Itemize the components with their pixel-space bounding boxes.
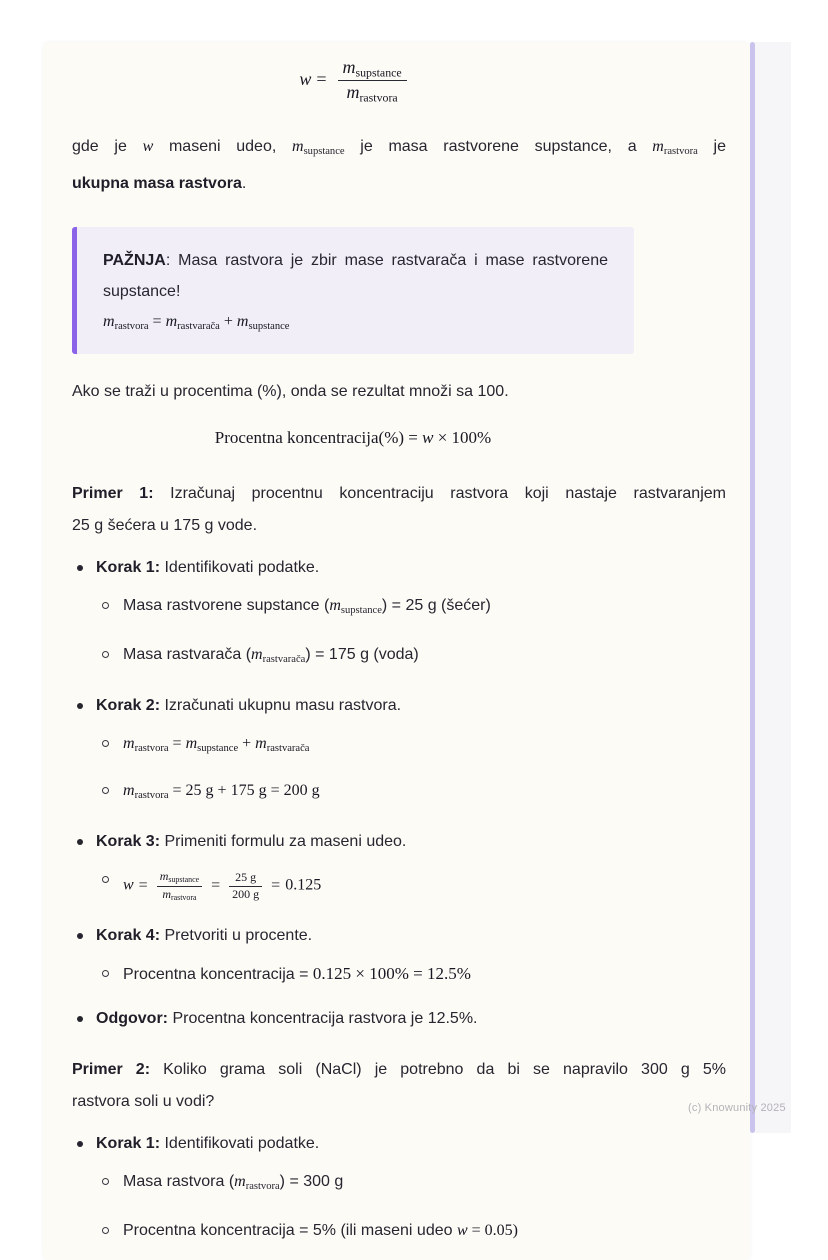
list-subitem xyxy=(72,1220,726,1242)
math-subscript: supstance xyxy=(168,875,200,885)
text-run: ) = 300 g xyxy=(279,1173,344,1191)
math-var: m xyxy=(185,735,198,753)
text-run: . xyxy=(241,175,247,193)
step-text: Identifikovati podatke. xyxy=(160,1135,320,1153)
primer2-paragraph xyxy=(72,1054,726,1118)
math-var: m xyxy=(123,735,135,753)
text-run: gde je xyxy=(72,138,143,156)
math-text: × 100% xyxy=(433,428,492,448)
list-item-korak1 xyxy=(72,1133,726,1155)
bold-text: ukupna masa rastvora xyxy=(72,175,242,193)
list-item-korak1 xyxy=(72,557,726,579)
text-run: Masa rastvorene supstance ( xyxy=(123,597,330,615)
math-var: w xyxy=(422,428,434,448)
math-var: w xyxy=(142,138,154,156)
list-subitem xyxy=(72,963,726,986)
math-text: = 25 g + 175 g = 200 g xyxy=(168,782,320,800)
step-label: Korak 4: xyxy=(96,927,161,945)
intro-paragraph xyxy=(72,131,726,200)
fraction-numerator xyxy=(157,869,202,886)
math-subscript: rastvarača xyxy=(177,321,220,333)
math-var: m xyxy=(342,57,356,77)
list-subitem-math xyxy=(72,733,726,760)
primer1-label: Primer 1: xyxy=(72,485,154,503)
math-subscript: supstance xyxy=(340,605,382,617)
step-label: Korak 1: xyxy=(96,1135,161,1153)
math-text: 0.125 × 100% = 12.5% xyxy=(312,964,471,984)
math-subscript: rastvora xyxy=(114,321,149,333)
step-label: Korak 2: xyxy=(96,697,161,715)
math-var: m xyxy=(103,313,115,331)
list-item-korak4 xyxy=(72,925,726,947)
list-subitem-math xyxy=(72,869,726,903)
text-run: rastvora soli u vodi? xyxy=(72,1093,215,1111)
step-label: Korak 1: xyxy=(96,559,161,577)
math-subscript: supstance xyxy=(355,65,402,80)
watermark: (c) Knowunity 2025 xyxy=(688,1102,786,1114)
fraction xyxy=(338,56,407,105)
text-run: Masa rastvarača ( xyxy=(123,646,252,664)
step-text: Izračunati ukupnu masu rastvora. xyxy=(160,697,402,715)
text-run: Masa rastvora je zbir mase rastvarača i mase rastvorene xyxy=(178,252,609,270)
text-run: ) = 175 g (voda) xyxy=(305,646,419,664)
list-item-odgovor xyxy=(72,1008,726,1030)
math-var: m xyxy=(162,886,172,901)
math-subscript: rastvarača xyxy=(262,654,306,666)
math-var: m xyxy=(165,313,178,331)
math-subscript: rastvora xyxy=(245,1180,280,1192)
math-op: + xyxy=(219,313,237,331)
fraction xyxy=(229,870,262,902)
math-op: = xyxy=(211,876,221,894)
list-item-korak3 xyxy=(72,831,726,853)
math-var: m xyxy=(123,782,135,800)
math-subscript: rastvora xyxy=(134,790,169,802)
math-text: Procentna koncentracija(%) = xyxy=(214,428,423,448)
fraction xyxy=(157,869,202,903)
fraction-denominator xyxy=(338,80,407,105)
math-subscript: rastvora xyxy=(134,743,169,755)
text-run: je xyxy=(697,138,726,156)
math-op: = xyxy=(148,313,166,331)
math-var: m xyxy=(292,138,304,156)
primer2-label: Primer 2: xyxy=(72,1061,151,1079)
step-label: Korak 3: xyxy=(96,833,161,851)
primer1-paragraph xyxy=(72,478,726,542)
callout-formula xyxy=(103,307,608,342)
text-run: Koliko grama soli (NaCl) je potrebno da bi se napravilo 300 g 5% xyxy=(150,1061,726,1079)
text-run: ) = 25 g (šećer) xyxy=(381,597,491,615)
step-text: Identifikovati podatke. xyxy=(160,559,320,577)
math-var: m xyxy=(159,869,169,884)
math-var: w xyxy=(299,68,312,89)
primer1-steps xyxy=(72,557,726,1030)
scrollbar-thumb[interactable] xyxy=(750,42,755,1133)
list-subitem xyxy=(72,1171,726,1198)
list-item-korak2 xyxy=(72,695,726,717)
text-run: je masa rastvorene supstance, a xyxy=(344,138,653,156)
math-var: w xyxy=(123,876,134,894)
math-op: = xyxy=(168,735,186,753)
step-text: Primeniti formulu za maseni udeo. xyxy=(160,833,407,851)
math-subscript: rastvora xyxy=(171,892,197,902)
fraction-denominator xyxy=(157,886,202,904)
text-run: Masa rastvora ( xyxy=(123,1173,235,1191)
math-var: w xyxy=(456,1221,468,1239)
text-run: Procentna koncentracija = 5% (ili maseni udeo xyxy=(123,1221,457,1239)
mass-fraction-formula xyxy=(72,56,726,105)
math-text: = 0.05) xyxy=(467,1221,518,1239)
fraction-numerator: 25 g xyxy=(235,869,257,884)
math-var: m xyxy=(652,138,664,156)
math-subscript: supstance xyxy=(248,321,290,333)
math-var: m xyxy=(236,313,249,331)
step-text: Pretvoriti u procente. xyxy=(160,927,313,945)
math-var: m xyxy=(329,597,341,615)
math-op: = xyxy=(138,876,148,894)
math-result: 0.125 xyxy=(285,876,322,894)
text-run: Procentna koncentracija = xyxy=(123,966,313,984)
list-subitem-math xyxy=(72,780,726,807)
list-subitem xyxy=(72,644,726,671)
answer-text: Procentna koncentracija rastvora je 12.5%. xyxy=(168,1010,478,1028)
text-run: maseni udeo, xyxy=(153,138,292,156)
percent-formula xyxy=(72,428,726,448)
math-subscript: supstance xyxy=(197,743,239,755)
fraction-denominator: 200 g xyxy=(229,886,262,903)
list-subitem xyxy=(72,595,726,622)
fraction-numerator xyxy=(338,56,407,80)
text-run: supstance! xyxy=(103,283,181,301)
math-subscript: rastvora xyxy=(663,146,698,158)
document-page xyxy=(43,42,750,1260)
math-var: m xyxy=(234,1173,246,1191)
math-op: = xyxy=(271,876,281,894)
right-side-panel xyxy=(755,42,791,1133)
attention-callout xyxy=(72,227,634,354)
math-var: m xyxy=(251,646,263,664)
text-run: Izračunaj procentnu koncentraciju rastvora koji nastaje rastvaranjem xyxy=(153,485,726,503)
math-var: m xyxy=(255,735,267,753)
math-subscript: supstance xyxy=(303,146,345,158)
primer2-steps xyxy=(72,1133,726,1242)
text-run: : xyxy=(165,252,179,270)
math-op: = xyxy=(316,68,327,89)
math-op: + xyxy=(238,735,256,753)
math-subscript: rastvora xyxy=(359,90,398,105)
math-subscript: rastvarača xyxy=(266,743,310,755)
callout-title: PAŽNJA xyxy=(103,252,166,270)
percent-note: Ako se traži u procentima (%), onda se rezultat množi sa 100. xyxy=(72,383,509,401)
text-run: 25 g šećera u 175 g vode. xyxy=(72,517,258,535)
answer-label: Odgovor: xyxy=(96,1010,168,1028)
math-var: m xyxy=(346,82,360,103)
callout-body xyxy=(103,245,608,307)
